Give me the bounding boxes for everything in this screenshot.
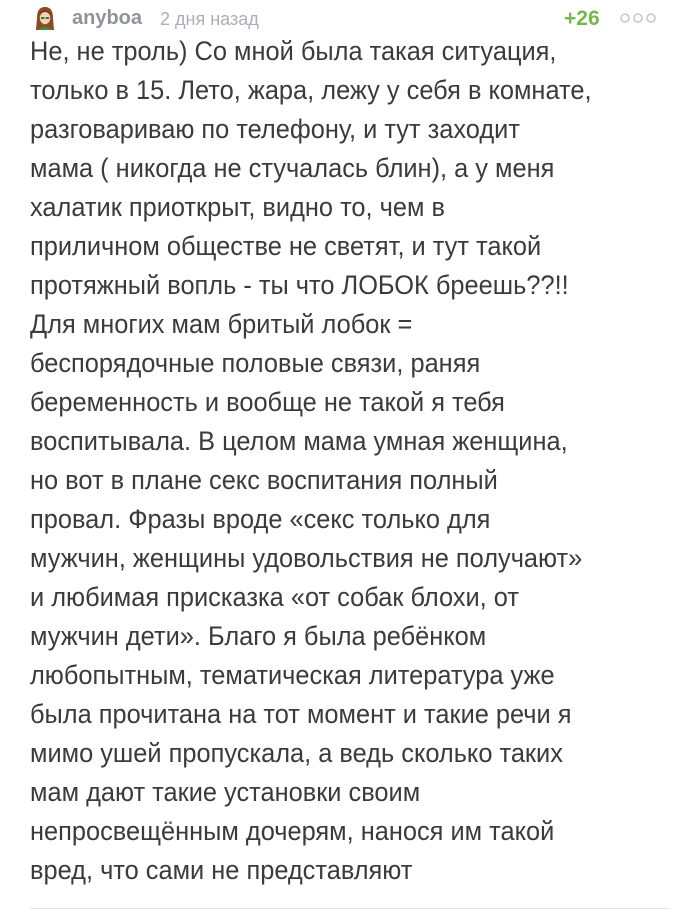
- comment-text-line: вред, что сами не представляют: [30, 855, 413, 885]
- author-name[interactable]: anyboa: [72, 7, 143, 29]
- comment-text-line: но вот в плане секс воспитания полный: [30, 465, 498, 495]
- comment-text-line: приличном обществе не светят, и тут такой: [30, 231, 542, 261]
- comment-header: [30, 4, 670, 32]
- more-options-icon[interactable]: [619, 10, 659, 26]
- comment-text-line: мама ( никогда не стучалась блин), а у меня: [30, 153, 555, 183]
- comment-text-line: Не, не троль) Со мной была такая ситуация,: [30, 36, 557, 66]
- comment-text-line: протяжный вопль - ты что ЛОБОК бреешь??!!: [30, 270, 569, 300]
- girl-avatar-icon[interactable]: [30, 4, 60, 32]
- comment-text: [30, 32, 680, 890]
- comment-text-line: воспитывала. В целом мама умная женщина,: [30, 426, 568, 456]
- comment-time: 2 дня назад: [160, 9, 259, 29]
- comment-text-line: мужчин, женщины удовольствия не получают»: [30, 543, 583, 573]
- comment-text-line: разговариваю по телефону, и тут заходит: [30, 114, 520, 144]
- comment-text-line: и любимая присказка «от собак блохи, от: [30, 582, 519, 612]
- comment-text-line: мимо ушей пропускала, а ведь сколько таких: [30, 738, 563, 768]
- comment-text-line: мам дают такие установки своим: [30, 777, 421, 807]
- comment-text-line: непросвещённым дочерям, нанося им такой: [30, 816, 555, 846]
- comment-divider: [30, 908, 670, 909]
- comment-text-line: только в 15. Лето, жара, лежу у себя в комнате,: [30, 75, 592, 105]
- comment-text-line: беспорядочные половые связи, раняя: [30, 348, 481, 378]
- comment-text-line: халатик приоткрыт, видно то, чем в: [30, 192, 445, 222]
- comment-text-line: мужчин дети». Благо я была ребёнком: [30, 621, 487, 651]
- comment-text-line: беременность и вообще не такой я тебя: [30, 387, 505, 417]
- comment-text-line: была прочитана на тот момент и такие речи я: [30, 699, 572, 729]
- comment-text-line: любопытным, тематическая литература уже: [30, 660, 555, 690]
- comment-text-line: провал. Фразы вроде «секс только для: [30, 504, 491, 534]
- comment-text-line: Для многих мам бритый лобок =: [30, 309, 413, 339]
- comment-rating: +26: [564, 7, 600, 30]
